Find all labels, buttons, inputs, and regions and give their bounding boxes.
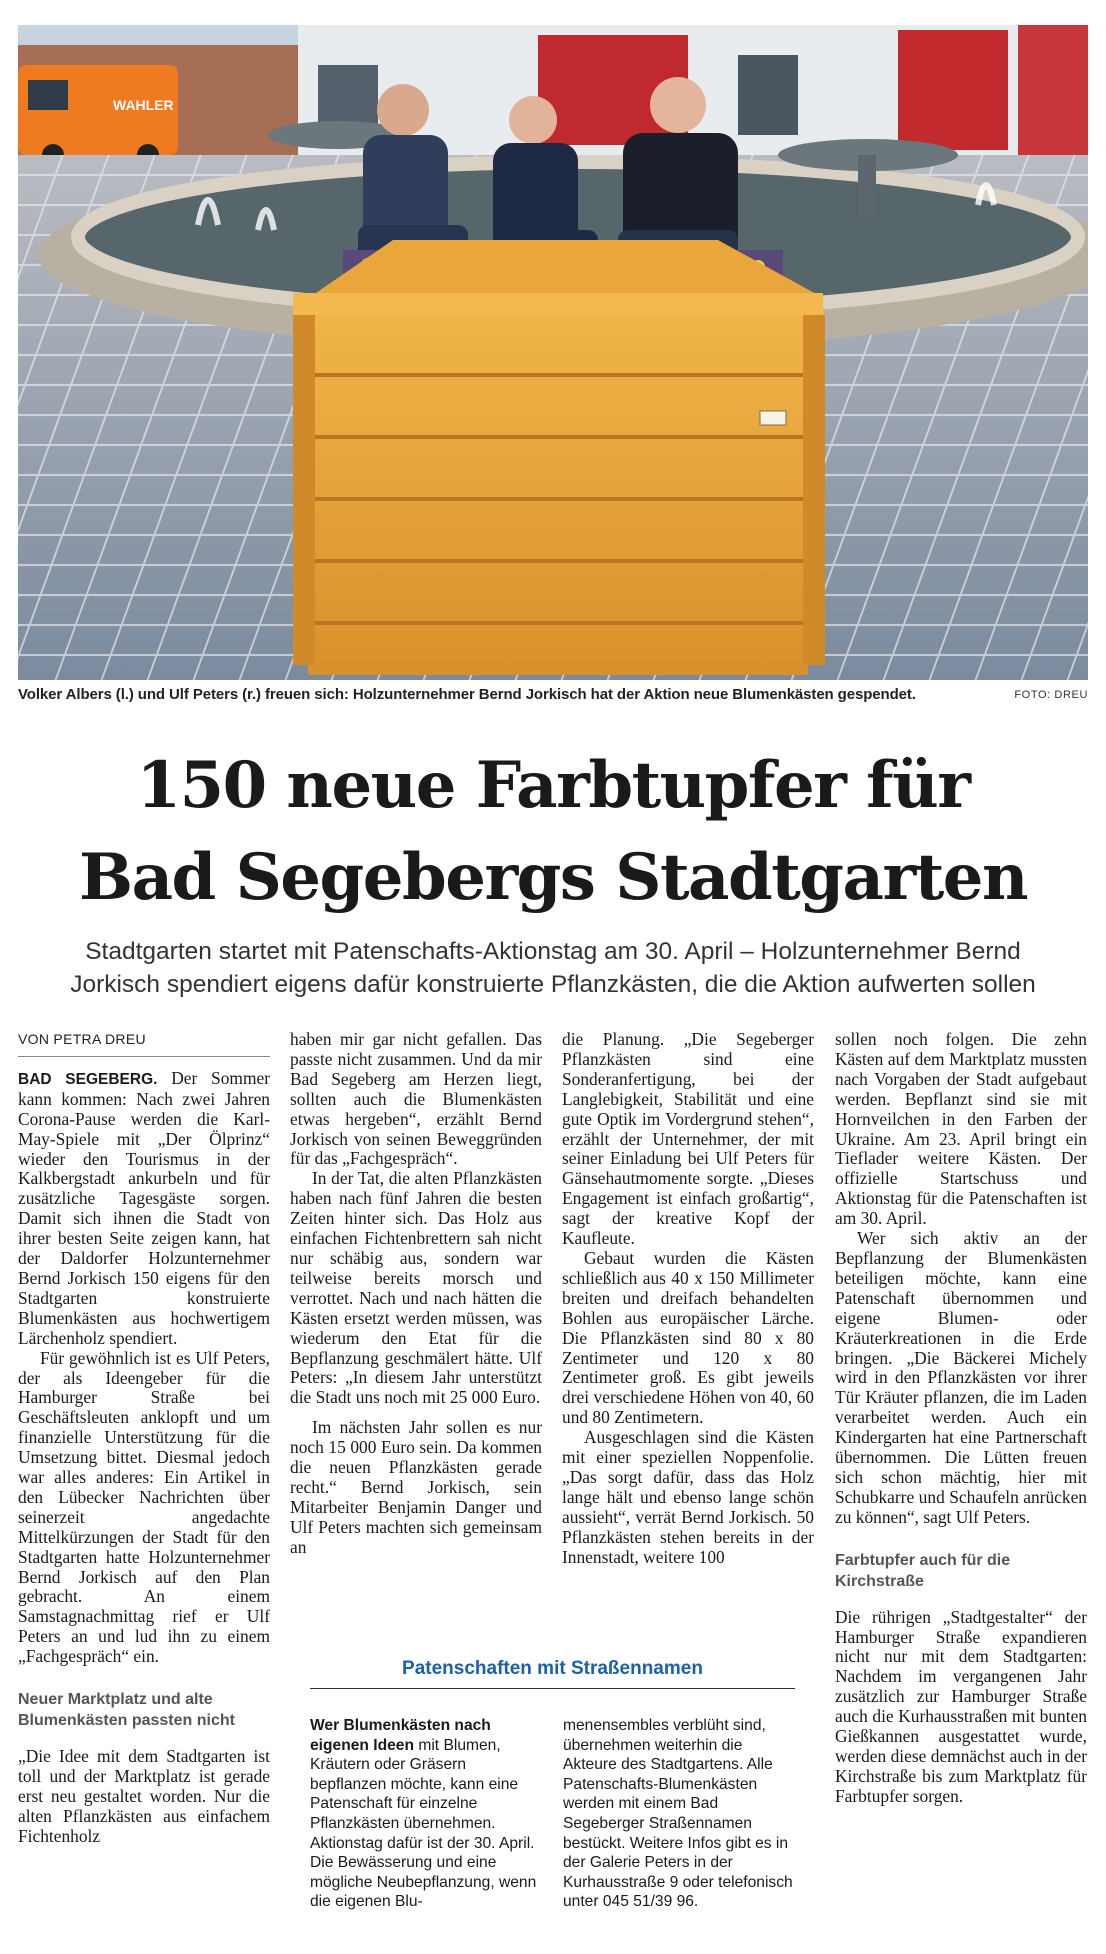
headline-line-1: 150 neue Farbtupfer für	[136, 748, 970, 823]
dateline: BAD SEGEBERG.	[18, 1070, 158, 1088]
subheading: Farbtupfer auch für die Kirchstraße	[835, 1551, 1011, 1590]
article-column-4	[835, 1030, 1087, 1807]
article-photo	[18, 25, 1088, 680]
flower-planter	[293, 240, 825, 675]
caption-text: Volker Albers (l.) und Ulf Peters (r.) freuen sich: Holzunternehmer Bernd Jorkisch hat der Aktion neue Blumenkästen gespendet.	[18, 686, 916, 703]
subtitle-line-2: Jorkisch spendiert eigens dafür konstruierte Pflanzkästen, die die Aktion aufwerten sollen	[70, 971, 1036, 998]
paragraph	[18, 1069, 270, 1349]
infobox-text: mit Blumen, Kräutern oder Gräsern bepflanzen möchte, kann eine Patenschaft für einzelne Pflanzkästen übernehmen. Aktionstag dafür ist der 30. April. Die Bewässerung und eine mögliche Neubepflanzung, wenn die eigenen Blu-	[310, 1736, 537, 1911]
subtitle	[0, 935, 1106, 1001]
infobox-column-left	[310, 1716, 542, 1912]
infobox-lead: Wer Blumenkästen nach eigenen Ideen	[310, 1717, 491, 1754]
paragraph: die Planung. „Die Segeberger Pflanzkästen sind eine Sonderanfertigung, bei der Langlebigkeit, Stabilität und eine gute Optik im Vordergrund stehen“, erzählt der Unternehmer, der mit seiner Einladung bei Ulf Peters für Gänsehautmomente sorgte. „Dieses Engagement ist einfach großartig“, sagt der kreative Kopf der Kaufleute.	[562, 1029, 814, 1249]
infobox-text: menensembles verblüht sind, übernehmen weiterhin die Akteure des Stadtgartens. Alle Patenschafts-Blumenkästen werden mit einem Bad Segeberger Straßennamen bestückt. Weitere Infos gibt es in der Galerie Peters in der Kurhausstraße 9 oder telefonisch unter 045 51/39 96.	[563, 1717, 793, 1911]
photo-caption	[18, 686, 1088, 703]
van-sign-text: WAHLER	[113, 97, 174, 113]
paragraph: In der Tat, die alten Pflanzkästen haben nach fünf Jahren die besten Zeiten hinter sich. Das Holz aus einfachen Fichtenbrettern sah nicht nur schäbig aus, sondern war teilweise bereits morsch und verrottet. Nach und nach hätten die Kästen ersetzt werden müssen, was wiederum den Etat für die Bepflanzung geschmälert hätte. Ulf Peters: „In diesem Jahr unterstützt die Stadt uns noch mit 25 000 Euro.	[290, 1168, 542, 1408]
paragraph: „Die Idee mit dem Stadtgarten ist toll und der Marktplatz ist gerade erst neu gestaltet worden. Nur die alten Pflanzkästen aus einfachem Fichtenholz	[18, 1746, 270, 1846]
byline: VON PETRA DREU	[18, 1030, 270, 1057]
photo-credit: FOTO: DREU	[1014, 689, 1088, 701]
article-column-3	[562, 1030, 814, 1567]
paragraph: sollen noch folgen. Die zehn Kästen auf dem Marktplatz mussten nach Vorgaben der Stadt aufgebaut werden. Bepflanzt sind sie mit Hornveilchen in den Farben der Ukraine. Am 23. April bringt ein Tieflader weitere Kästen. Der offizielle Startschuss und Aktionstag für die Patenschaften ist am 30. April.	[835, 1029, 1087, 1229]
paragraph: Ausgeschlagen sind die Kästen mit einer speziellen Noppenfolie. „Das sorgt dafür, dass das Holz lange hält und ebenso lange schön aussieht“, verrät Bernd Jorkisch. 50 Pflanzkästen stehen bereits in der Innenstadt, weitere 100	[562, 1427, 814, 1567]
paragraph: Gebaut wurden die Kästen schließlich aus 40 x 150 Millimeter breiten und dreifach behandelten Bohlen aus europäischer Lärche. Die Pflanzkästen sind 80 x 80 Zentimeter und 120 x 80 Zentimeter groß. Es gibt jeweils drei verschiedene Höhen von 40, 60 und 80 Zentimetern.	[562, 1247, 814, 1428]
photo-illustration	[18, 25, 1088, 680]
paragraph: Im nächsten Jahr sollen es nur noch 15 000 Euro sein. Da kommen die neuen Pflanzkästen gerade recht.“ Bernd Jorkisch, sein Mitarbeiter Benjamin Danger und Ulf Peters machten sich gemeinsam an	[290, 1417, 542, 1557]
paragraph: Wer sich aktiv an der Bepflanzung der Blumenkästen beteiligen möchte, kann eine Patenschaft übernommen und eigene Blumen- oder Kräuterkreationen in die Erde bringen. „Die Bäckerei Michely wird in den Pflanzkästen vor ihrer Tür Kräuter pflanzen, die im Laden verarbeitet werden. Auch ein Kindergarten hat eine Partnerschaft übernommen. Die Lütten freuen sich schon mächtig, hier mit Schubkarre und Schaufeln anrücken zu können“, sagt Ulf Peters.	[835, 1228, 1087, 1527]
infobox-column-right	[563, 1716, 795, 1912]
headline	[0, 740, 1106, 924]
article-column-1	[18, 1030, 270, 1847]
subheading: Neuer Marktplatz und alte Blumenkästen passten nicht	[18, 1691, 235, 1730]
paragraph-text: Der Sommer kann kommen: Nach zwei Jahren Corona-Pause werden die Karl-May-Spiele mit „Der Ölprinz“ wieder den Tourismus in der Kalkbergstadt ankurbeln und für zusätzliche Tagesgäste sorgen. Damit sich ihnen die Stadt von ihrer besten Seite zeigen kann, hat der Daldorfer Holzunternehmer Bernd Jorkisch 150 eigens für den Stadtgarten konstruierte Blumenkästen aus hochwertigem Lärchenholz spendiert.	[18, 1067, 270, 1348]
paragraph: Für gewöhnlich ist es Ulf Peters, der als Ideengeber für die Hamburger Straße bei Geschäftsleuten anklopft und um finanzielle Unterstützung für die Umsetzung bittet. Diesmal jedoch war alles anderes: Ein Artikel in den Lübecker Nachrichten über seinerzeit angedachte Mittelkürzungen der Stadt für den Stadtgarten hatte Holzunternehmer Bernd Jorkisch auf den Plan gebracht. An einem Samstagnachmittag rief er Ulf Peters an und lud ihn zu einem „Fachgespräch“ ein.	[18, 1347, 270, 1667]
paragraph: Die rührigen „Stadtgestalter“ der Hamburger Straße expandieren nicht nur mit dem Stadtgarten: Nachdem im vergangenen Jahr zusätzlich zur Hamburger Straße auch die Kurhausstraßen mit bunten Gießkannen ausgestattet wurde, werden diese demnächst auch in der Kirchstraße bis zum Marktplatz für Farbtupfer sorgen.	[835, 1606, 1087, 1806]
infobox-title: Patenschaften mit Straßennamen	[310, 1658, 795, 1689]
subtitle-line-1: Stadtgarten startet mit Patenschafts-Aktionstag am 30. April – Holzunternehmer Bernd	[85, 938, 1021, 965]
headline-line-2: Bad Segebergs Stadtgarten	[78, 840, 1028, 915]
paragraph: haben mir gar nicht gefallen. Das passte nicht zusammen. Und da mir Bad Segeberg am Herzen liegt, sollten auch die Blumenkästen etwas hergeben“, erzählt Bernd Jorkisch von seinen Beweggründen für das „Fachgespräch“.	[290, 1029, 542, 1169]
article-column-2	[290, 1030, 542, 1558]
